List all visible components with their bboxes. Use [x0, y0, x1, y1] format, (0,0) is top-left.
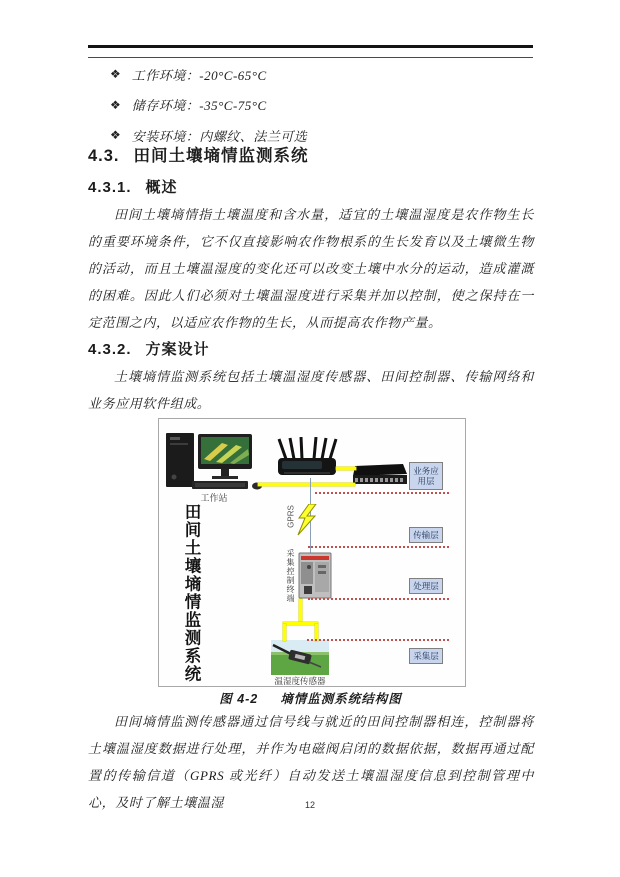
spec-text-operating: 工作环境：-20°C-65°C — [131, 67, 267, 83]
controller-image — [296, 551, 334, 600]
subsection-heading-4-3-1 — [88, 176, 178, 197]
terminal-label: 采集控制终端 — [286, 549, 295, 603]
list-item — [110, 59, 520, 90]
diamond-bullet-icon: ❖ — [110, 128, 121, 143]
layer-separator — [308, 546, 449, 548]
figure-caption-label: 图 4-2 — [219, 692, 259, 706]
spec-text-storage: 储存环境：-35°C-75°C — [131, 98, 267, 114]
page-number: 12 — [304, 800, 315, 810]
diamond-bullet-icon: ❖ — [110, 97, 121, 112]
sensor-photo — [271, 640, 329, 675]
figure-caption — [88, 689, 533, 707]
connector-router-switch — [336, 467, 356, 470]
wireless-router-image — [276, 437, 338, 480]
heading-title: 方案设计 — [145, 341, 210, 358]
layer-separator — [308, 598, 449, 600]
spec-text-install: 安装环境：内螺纹、法兰可选 — [131, 128, 308, 144]
spec-list — [110, 59, 520, 151]
architecture-diagram — [158, 418, 466, 687]
connector-branch-left — [283, 624, 286, 641]
section-heading-4-3 — [88, 142, 309, 166]
heading-title: 田间土壤墒情监测系统 — [133, 147, 309, 165]
layer-label-processing: 处理层 — [409, 578, 443, 594]
paragraph-overview: 田间土壤墒情指土壤温度和含水量，适宜的土壤温湿度是农作物生长的重要环境条件，它不仅直接影响农作物根系的生长发育以及土壤微生物的活动，而且土壤温湿度的变化还可以改变土壤中水分的运动，造成灌溉的困难。因此人们必须对土壤温湿度进行采集并加以控制，使之保持在一定范围之内，以适应农作物的生长，从而提高农作物产量。 — [88, 207, 534, 330]
gprs-link-label: GPRS — [286, 505, 296, 528]
connector-workstation-router — [258, 483, 355, 486]
figure-caption-title: 墒情监测系统结构图 — [280, 692, 402, 706]
workstation-image — [164, 431, 266, 495]
lightning-bolt-icon — [297, 504, 317, 536]
paragraph-design: 土壤墒情监测系统包括土壤温湿度传感器、田间控制器、传输网络和业务应用软件组成。 — [88, 369, 534, 411]
layer-label-business: 业务应用层 — [409, 462, 443, 490]
heading-number: 4.3.1. — [88, 179, 132, 196]
layer-separator — [315, 492, 449, 494]
layer-separator — [307, 639, 449, 641]
network-switch-image — [351, 462, 407, 489]
diagram-vertical-title: 田间土壤墒情监测系统 — [182, 503, 201, 683]
paragraph-closing: 田间墒情监测传感器通过信号线与就近的田间控制器相连，控制器将土壤温湿度数据进行处理，并作为电磁阀启闭的数据依据，数据再通过配置的传输信道（GPRS 或光纤）自动发送土壤温湿度信息到控制管理中心，及时了解土壤温湿 — [88, 714, 534, 810]
heading-number: 4.3. — [88, 147, 120, 165]
layer-label-transport: 传输层 — [409, 527, 443, 543]
list-item — [110, 90, 520, 121]
layer-label-collection: 采集层 — [409, 648, 443, 664]
heading-title: 概述 — [145, 179, 178, 196]
header-rule-thin — [88, 57, 533, 58]
connector-branch-bar — [283, 622, 318, 625]
connector-terminal-drop — [299, 599, 302, 624]
subsection-heading-4-3-2 — [88, 338, 210, 359]
heading-number: 4.3.2. — [88, 341, 132, 358]
header-rule-thick — [88, 45, 533, 48]
workstation-label: 工作站 — [200, 493, 228, 503]
sensor-label: 温湿度传感器 — [274, 676, 326, 686]
diamond-bullet-icon: ❖ — [110, 67, 121, 82]
